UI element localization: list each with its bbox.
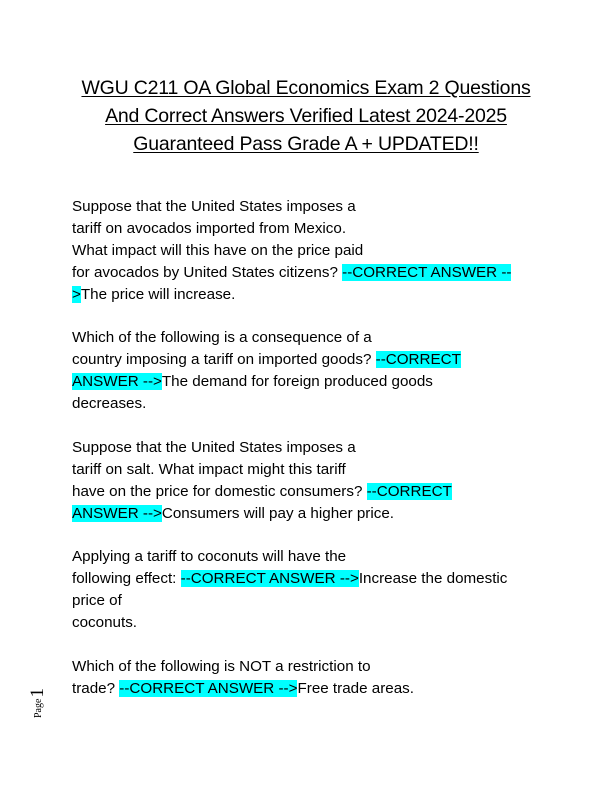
text-line (72, 568, 542, 590)
question-text: Which of the following is a consequence of a (72, 329, 372, 347)
page-number-footer (27, 678, 49, 720)
text-line (72, 612, 542, 634)
text-line (72, 196, 542, 218)
question-text: tariff on avocados imported from Mexico. (72, 219, 347, 237)
question-text: have on the price for domestic consumers? (72, 482, 367, 500)
question-text: following effect: (72, 570, 181, 588)
question-text: Which of the following is NOT a restriction to (72, 657, 371, 675)
question-text: for avocados by United States citizens? (72, 263, 343, 281)
text-line (72, 284, 542, 306)
qa-block (72, 546, 542, 634)
correct-answer-marker: > (72, 285, 81, 303)
answer-text: The price will increase. (80, 285, 236, 303)
title-line: And Correct Answers Verified Latest 2024-2025 (105, 105, 507, 127)
text-line (72, 546, 542, 568)
page-word: Page (33, 698, 44, 718)
answer-text: Consumers will pay a higher price. (161, 504, 395, 522)
text-line (72, 437, 542, 459)
page-number-label (27, 688, 49, 718)
question-text: tariff on salt. What impact might this tariff (72, 460, 346, 478)
correct-answer-marker: --CORRECT (375, 351, 461, 369)
page-number: 1 (27, 688, 48, 698)
text-line (72, 349, 542, 371)
correct-answer-marker: ANSWER --> (72, 504, 162, 522)
text-line (72, 459, 542, 481)
answer-text: price of (72, 592, 122, 610)
text-line (72, 218, 542, 240)
answer-text: Increase the domestic (358, 570, 508, 588)
correct-answer-marker: --CORRECT ANSWER -- (342, 263, 512, 281)
qa-block (72, 196, 542, 306)
text-line (72, 262, 542, 284)
question-text: What impact will this have on the price paid (72, 241, 364, 259)
title-line: Guaranteed Pass Grade A + UPDATED!! (133, 133, 479, 155)
correct-answer-marker: --CORRECT ANSWER --> (180, 570, 359, 588)
qa-block (72, 437, 542, 525)
question-text: Suppose that the United States imposes a (72, 438, 356, 456)
title-line: WGU C211 OA Global Economics Exam 2 Questions (81, 77, 531, 99)
correct-answer-marker: --CORRECT ANSWER --> (119, 679, 298, 697)
qa-block (72, 656, 542, 700)
document-body (72, 196, 542, 722)
correct-answer-marker: --CORRECT (366, 482, 452, 500)
answer-text: The demand for foreign produced goods (161, 373, 433, 391)
answer-text: decreases. (72, 395, 147, 413)
answer-text: coconuts. (72, 614, 138, 632)
question-text: Suppose that the United States imposes a (72, 198, 356, 215)
text-line (72, 656, 542, 678)
text-line (72, 590, 542, 612)
answer-text: Free trade areas. (297, 679, 414, 697)
text-line (72, 327, 542, 349)
text-line (72, 503, 542, 525)
correct-answer-marker: ANSWER --> (72, 373, 162, 391)
text-line (72, 481, 542, 503)
question-text: country imposing a tariff on imported goods? (72, 351, 376, 369)
text-line (72, 678, 542, 700)
question-text: trade? (72, 679, 120, 697)
qa-block (72, 327, 542, 415)
text-line (72, 240, 542, 262)
text-line (72, 371, 542, 393)
text-line (72, 393, 542, 415)
question-text: Applying a tariff to coconuts will have the (72, 548, 347, 566)
document-title (70, 74, 542, 158)
